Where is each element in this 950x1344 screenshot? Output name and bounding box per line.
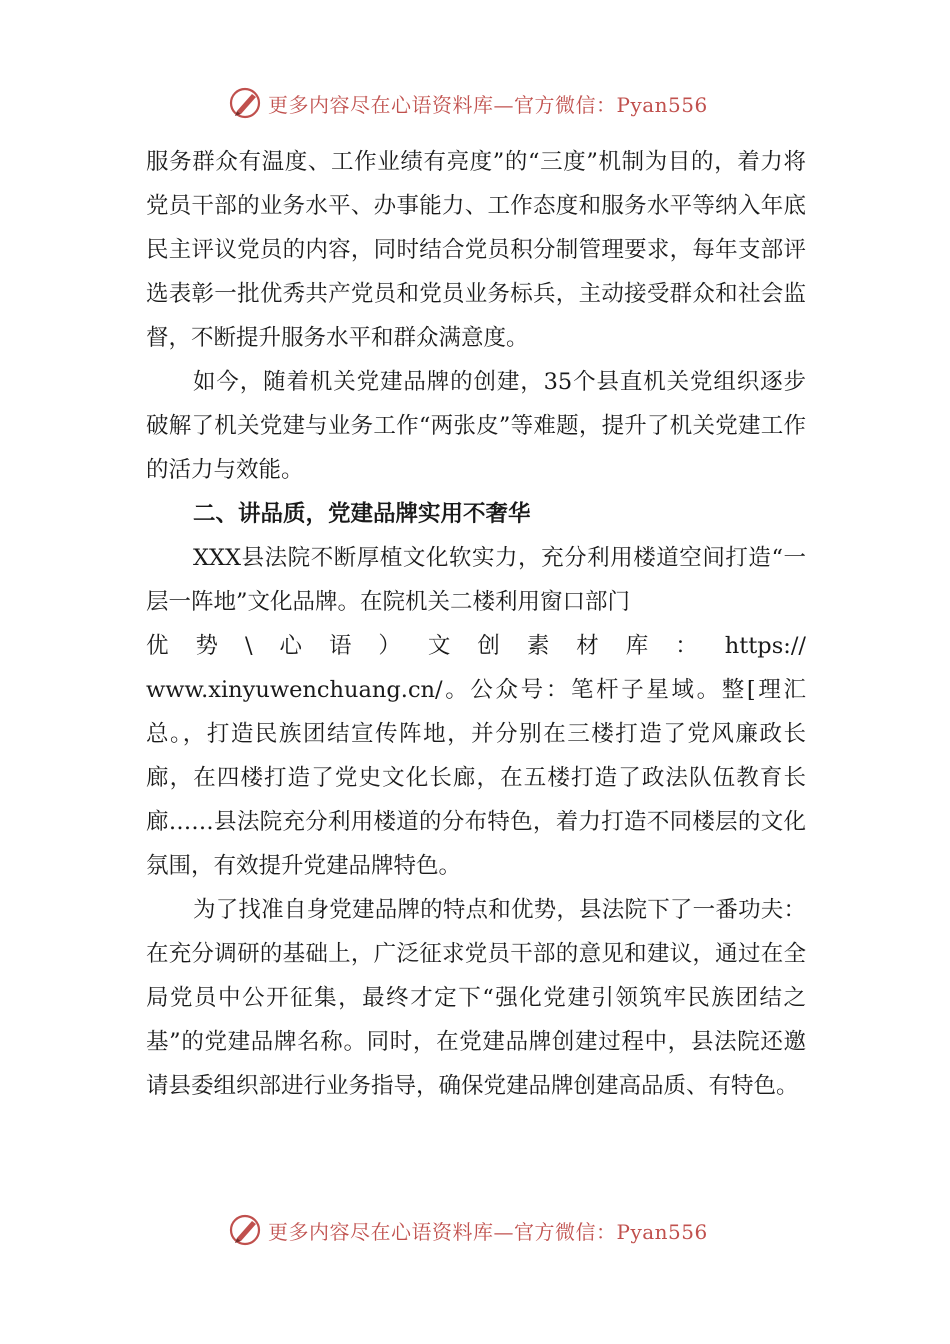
footer-banner — [228, 1212, 708, 1248]
paragraph: 如今，随着机关党建品牌的创建，35个县直机关党组织逐步破解了机关党建与业务工作“两张皮”等难题，提升了机关党建工作的活力与效能。 — [146, 369, 806, 483]
section-heading: 二、讲品质，党建品牌实用不奢华 — [193, 501, 531, 527]
banner-text: 更多内容尽在心语资料库—官方微信：Pyan556 — [268, 92, 708, 117]
banner-text: 更多内容尽在心语资料库—官方微信：Pyan556 — [268, 1219, 708, 1244]
header-banner — [228, 85, 708, 121]
paragraph: www.xinyuwenchuang.cn/。公众号：笔杆子星域。整[理汇总。，打造民族团结宣传阵地，并分别在三楼打造了党风廉政长廊，在四楼打造了党史文化长廊，在五楼打造了政法队伍教育长廊……县法院充分利用楼道的分布特色，着力打造不同楼层的文化氛围，有效提升党建品牌特色。 — [146, 677, 806, 879]
seal-pen-icon — [228, 1212, 264, 1248]
paragraph: 服务群众有温度、工作业绩有亮度”的“三度”机制为目的，着力将党员干部的业务水平、办事能力、工作态度和服务水平等纳入年底民主评议党员的内容，同时结合党员积分制管理要求，每年支部评选表彰一批优秀共产党员和党员业务标兵，主动接受群众和社会监督，不断提升服务水平和群众满意度。 — [146, 149, 806, 351]
paragraph: XXX县法院不断厚植文化软实力，充分利用楼道空间打造“一层一阵地”文化品牌。在院机关二楼利用窗口部门 — [146, 545, 806, 615]
paragraph: 为了找准自身党建品牌的特点和优势，县法院下了一番功夫：在充分调研的基础上，广泛征求党员干部的意见和建议，通过在全局党员中公开征集，最终才定下“强化党建引领筑牢民族团结之基”的党建品牌名称。同时，在党建品牌创建过程中，县法院还邀请县委组织部进行业务指导，确保党建品牌创建高品质、有特色。 — [146, 897, 806, 1099]
seal-pen-icon — [228, 85, 264, 121]
document-body — [146, 140, 806, 1108]
paragraph-line: 优势\心语）文创素材库：https:// — [146, 633, 806, 659]
